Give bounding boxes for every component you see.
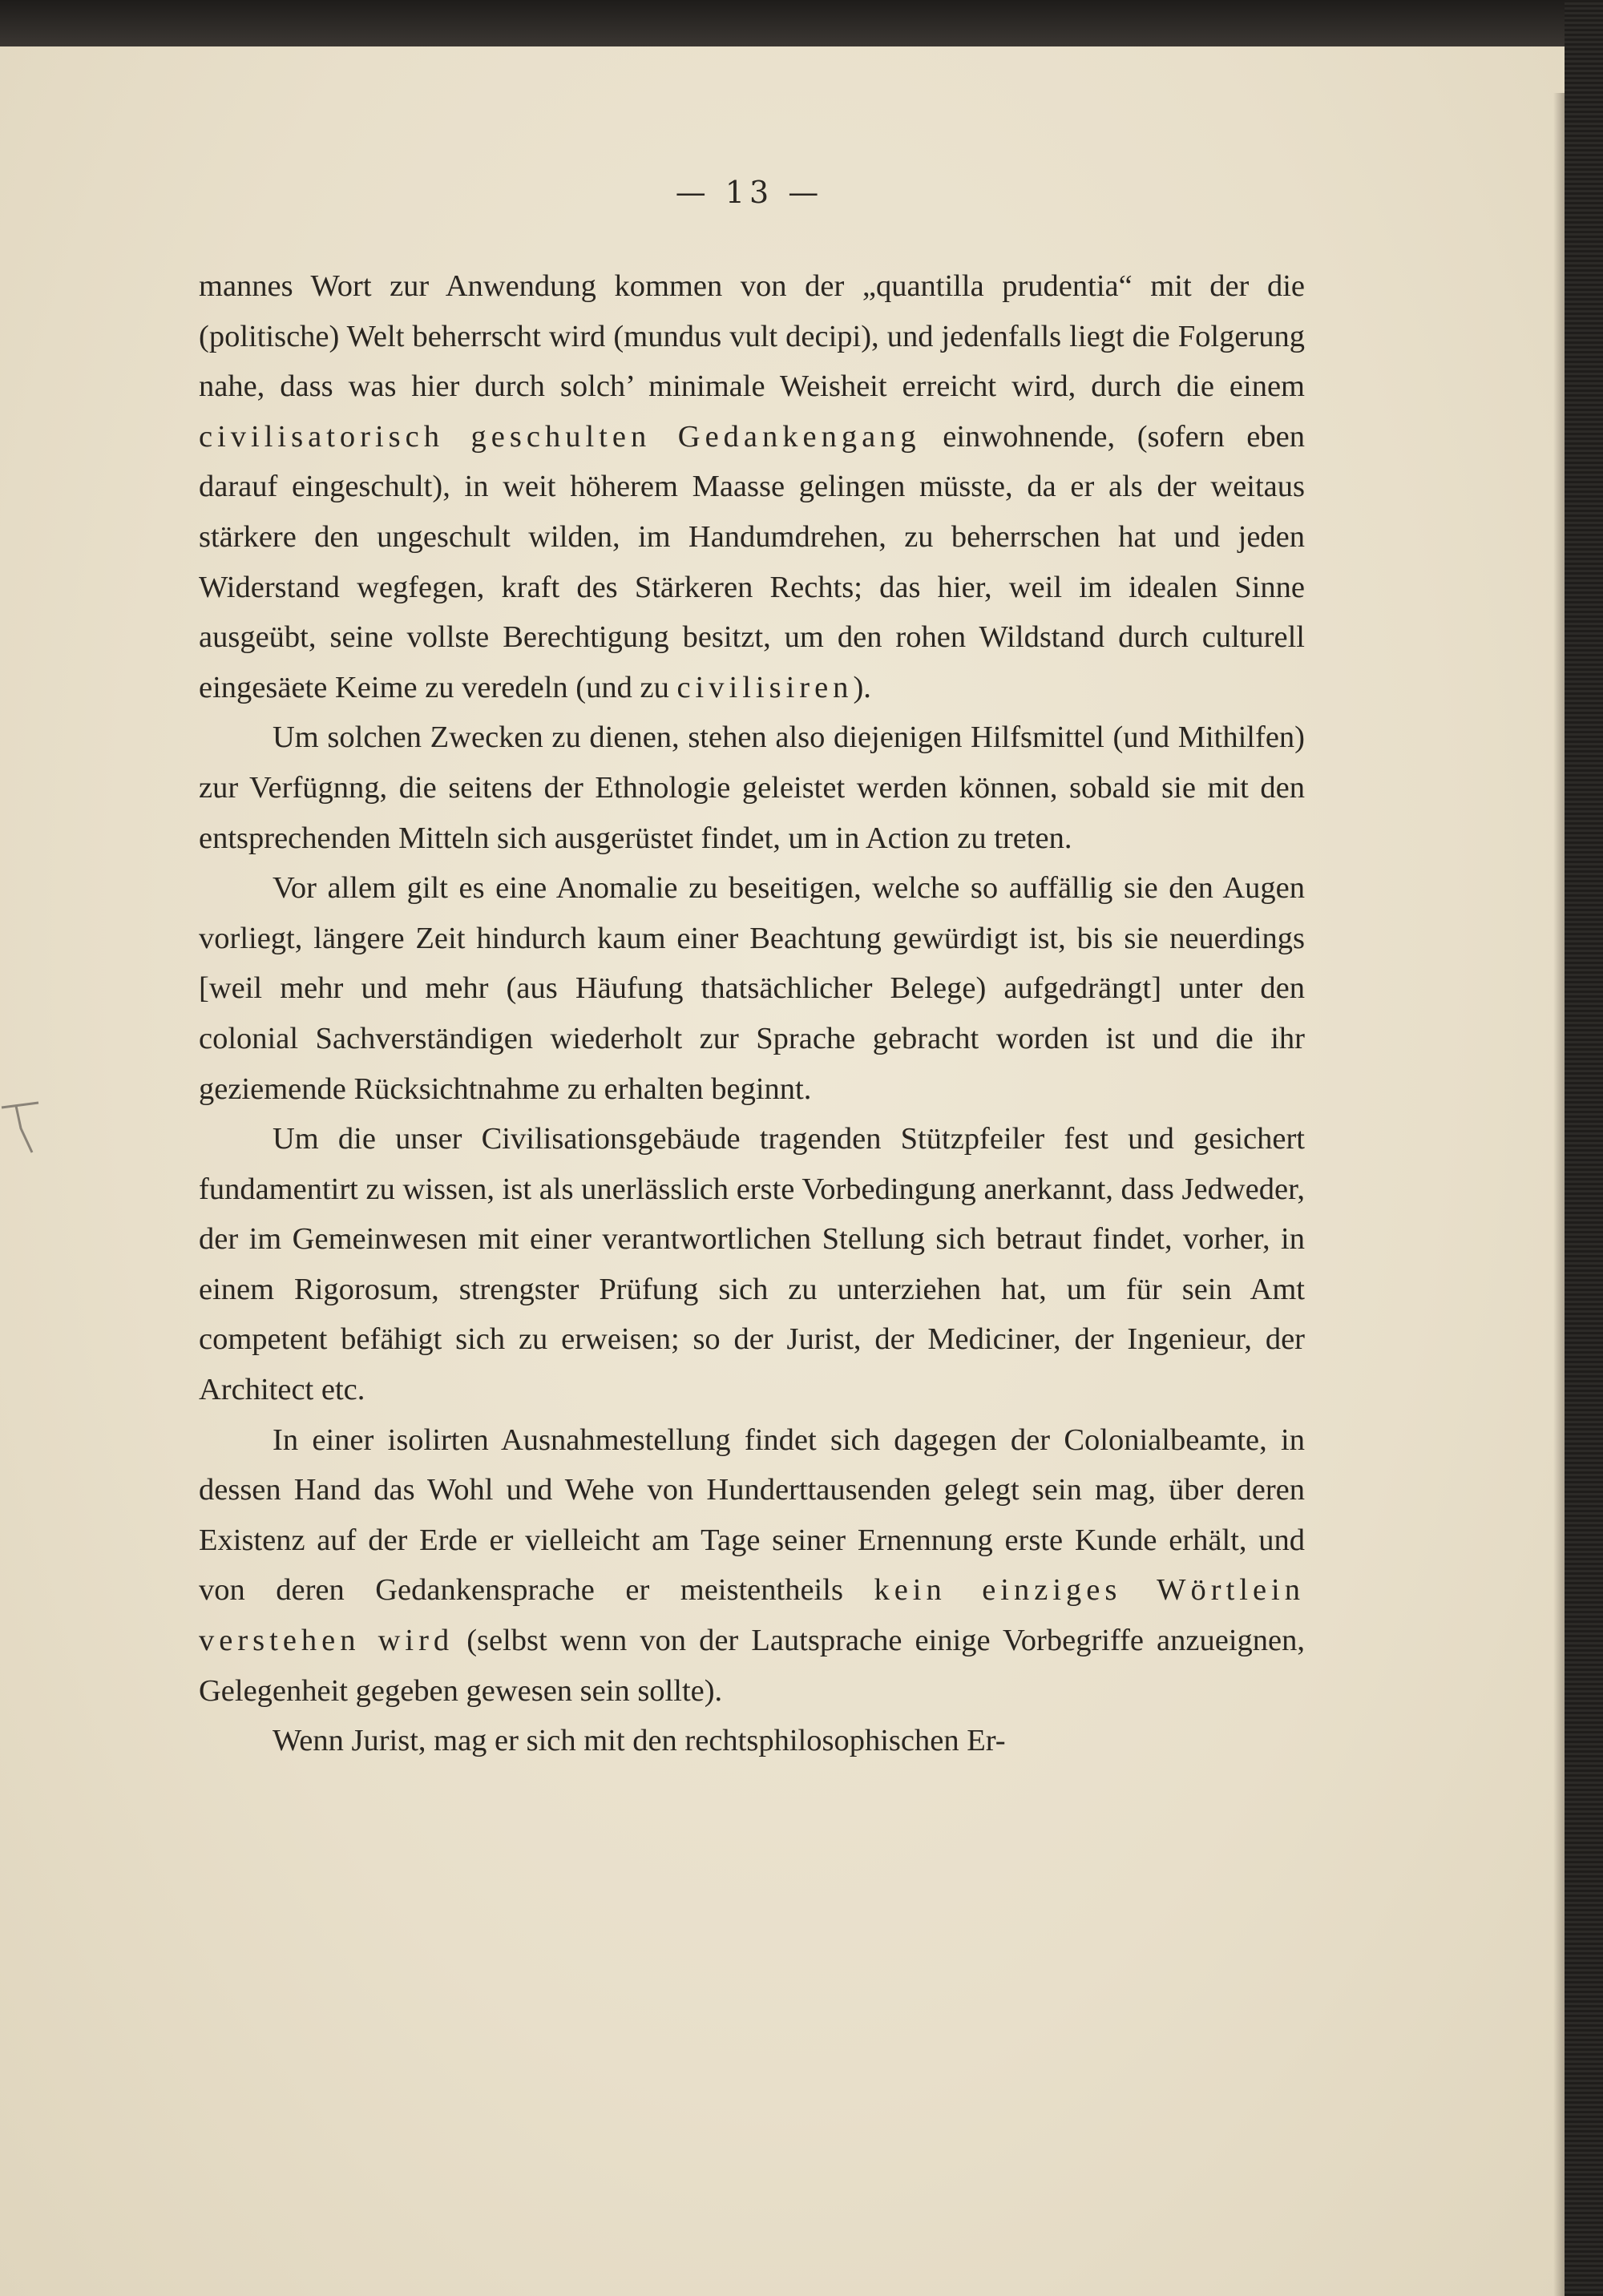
book-binding (1565, 0, 1603, 2296)
paragraph (199, 1716, 1305, 1766)
spaced-emphasis: kein einziges Wörtlein verstehen wird (199, 1573, 1305, 1658)
paragraph (199, 712, 1305, 863)
text-segment: Vor allem gilt es eine Anomalie zu beseitigen, welche so auffällig sie den Augen vorliegt, längere Zeit hindurch kaum einer Beachtung gewürdigt ist, bis sie neuerdings [weil mehr und mehr (aus Häufung thatsächlicher Belege) aufgedrängt] unter den colonial Sachverständigen wiederholt zur Sprache gebracht worden ist und die ihr geziemende Rücksichtnahme zu erhalten beginnt. (199, 871, 1305, 1106)
text-segment: Wenn Jurist, mag er sich mit den rechtsphilosophischen Er- (273, 1724, 1006, 1758)
text-segment: Um solchen Zwecken zu dienen, stehen also diejenigen Hilfsmittel (und Mithilfen) zur Verfügnng, die seitens der Ethnologie geleistet werden können, sobald sie mit den entsprechenden Mitteln sich ausgerüstet findet, um in Action zu treten. (199, 720, 1305, 855)
paragraph (199, 863, 1305, 1114)
text-segment: einwohnende, (sofern eben darauf eingeschult), in weit höherem Maasse gelingen müsste, da er als der weitaus stärkere den ungeschult wilden, im Handumdrehen, zu beherrschen hat und jeden Widerstand wegfegen, kraft des Stärkeren Rechts; das hier, weil im idealen Sinne ausgeübt, seine vollste Berechtigung besitzt, um den rohen Wildstand durch culturell eingesäete Keime zu veredeln (und zu (199, 419, 1305, 704)
spaced-emphasis: civilisiren (676, 670, 854, 704)
body-text (199, 261, 1305, 1766)
text-segment: (selbst wenn von der Lautsprache einige Vorbegriffe anzueignen, Gelegenheit gegeben gewesen sein sollte). (199, 1624, 1305, 1708)
text-segment: mannes Wort zur Anwendung kommen von der „quantilla prudentia“ mit der die (politische) Welt beherrscht wird (mundus vult decipi), und jedenfalls liegt die Folgerung nahe, dass was hier durch solch’ minimale Weisheit erreicht wird, durch die einem (199, 269, 1305, 404)
page-number: — 13 — (675, 175, 824, 210)
paragraph (199, 261, 1305, 712)
text-segment: ). (853, 670, 871, 704)
text-segment: In einer isolirten Ausnahmestellung findet sich dagegen der Colonialbeamte, in dessen Hand das Wohl und Wehe von Hunderttausenden gelegt sein mag, über deren Existenz auf der Erde er vielleicht am Tage seiner Ernennung erste Kunde erhält, und von deren Gedankensprache er meistentheils (199, 1422, 1305, 1608)
scan-top-shadow (0, 0, 1603, 46)
text-segment: Um die unser Civilisationsgebäude tragenden Stützpfeiler fest und gesichert fundamentirt zu wissen, ist als unerlässlich erste Vorbedingung anerkannt, dass Jedweder, der im Gemeinwesen mit einer verantwortlichen Stellung sich betraut findet, vorher, in einem Rigorosum, strengster Prüfung sich zu unterziehen hat, um für sein Amt competent befähigt sich zu erweisen; so der Jurist, der Mediciner, der Ingenieur, der Architect etc. (199, 1122, 1305, 1407)
book-page (0, 46, 1565, 2296)
paragraph (199, 1114, 1305, 1415)
spaced-emphasis: civilisatorisch geschulten Gedankengang (199, 419, 921, 454)
paragraph (199, 1415, 1305, 1717)
page-binding-edge (1553, 93, 1565, 2296)
margin-pencil-mark (0, 1096, 48, 1168)
